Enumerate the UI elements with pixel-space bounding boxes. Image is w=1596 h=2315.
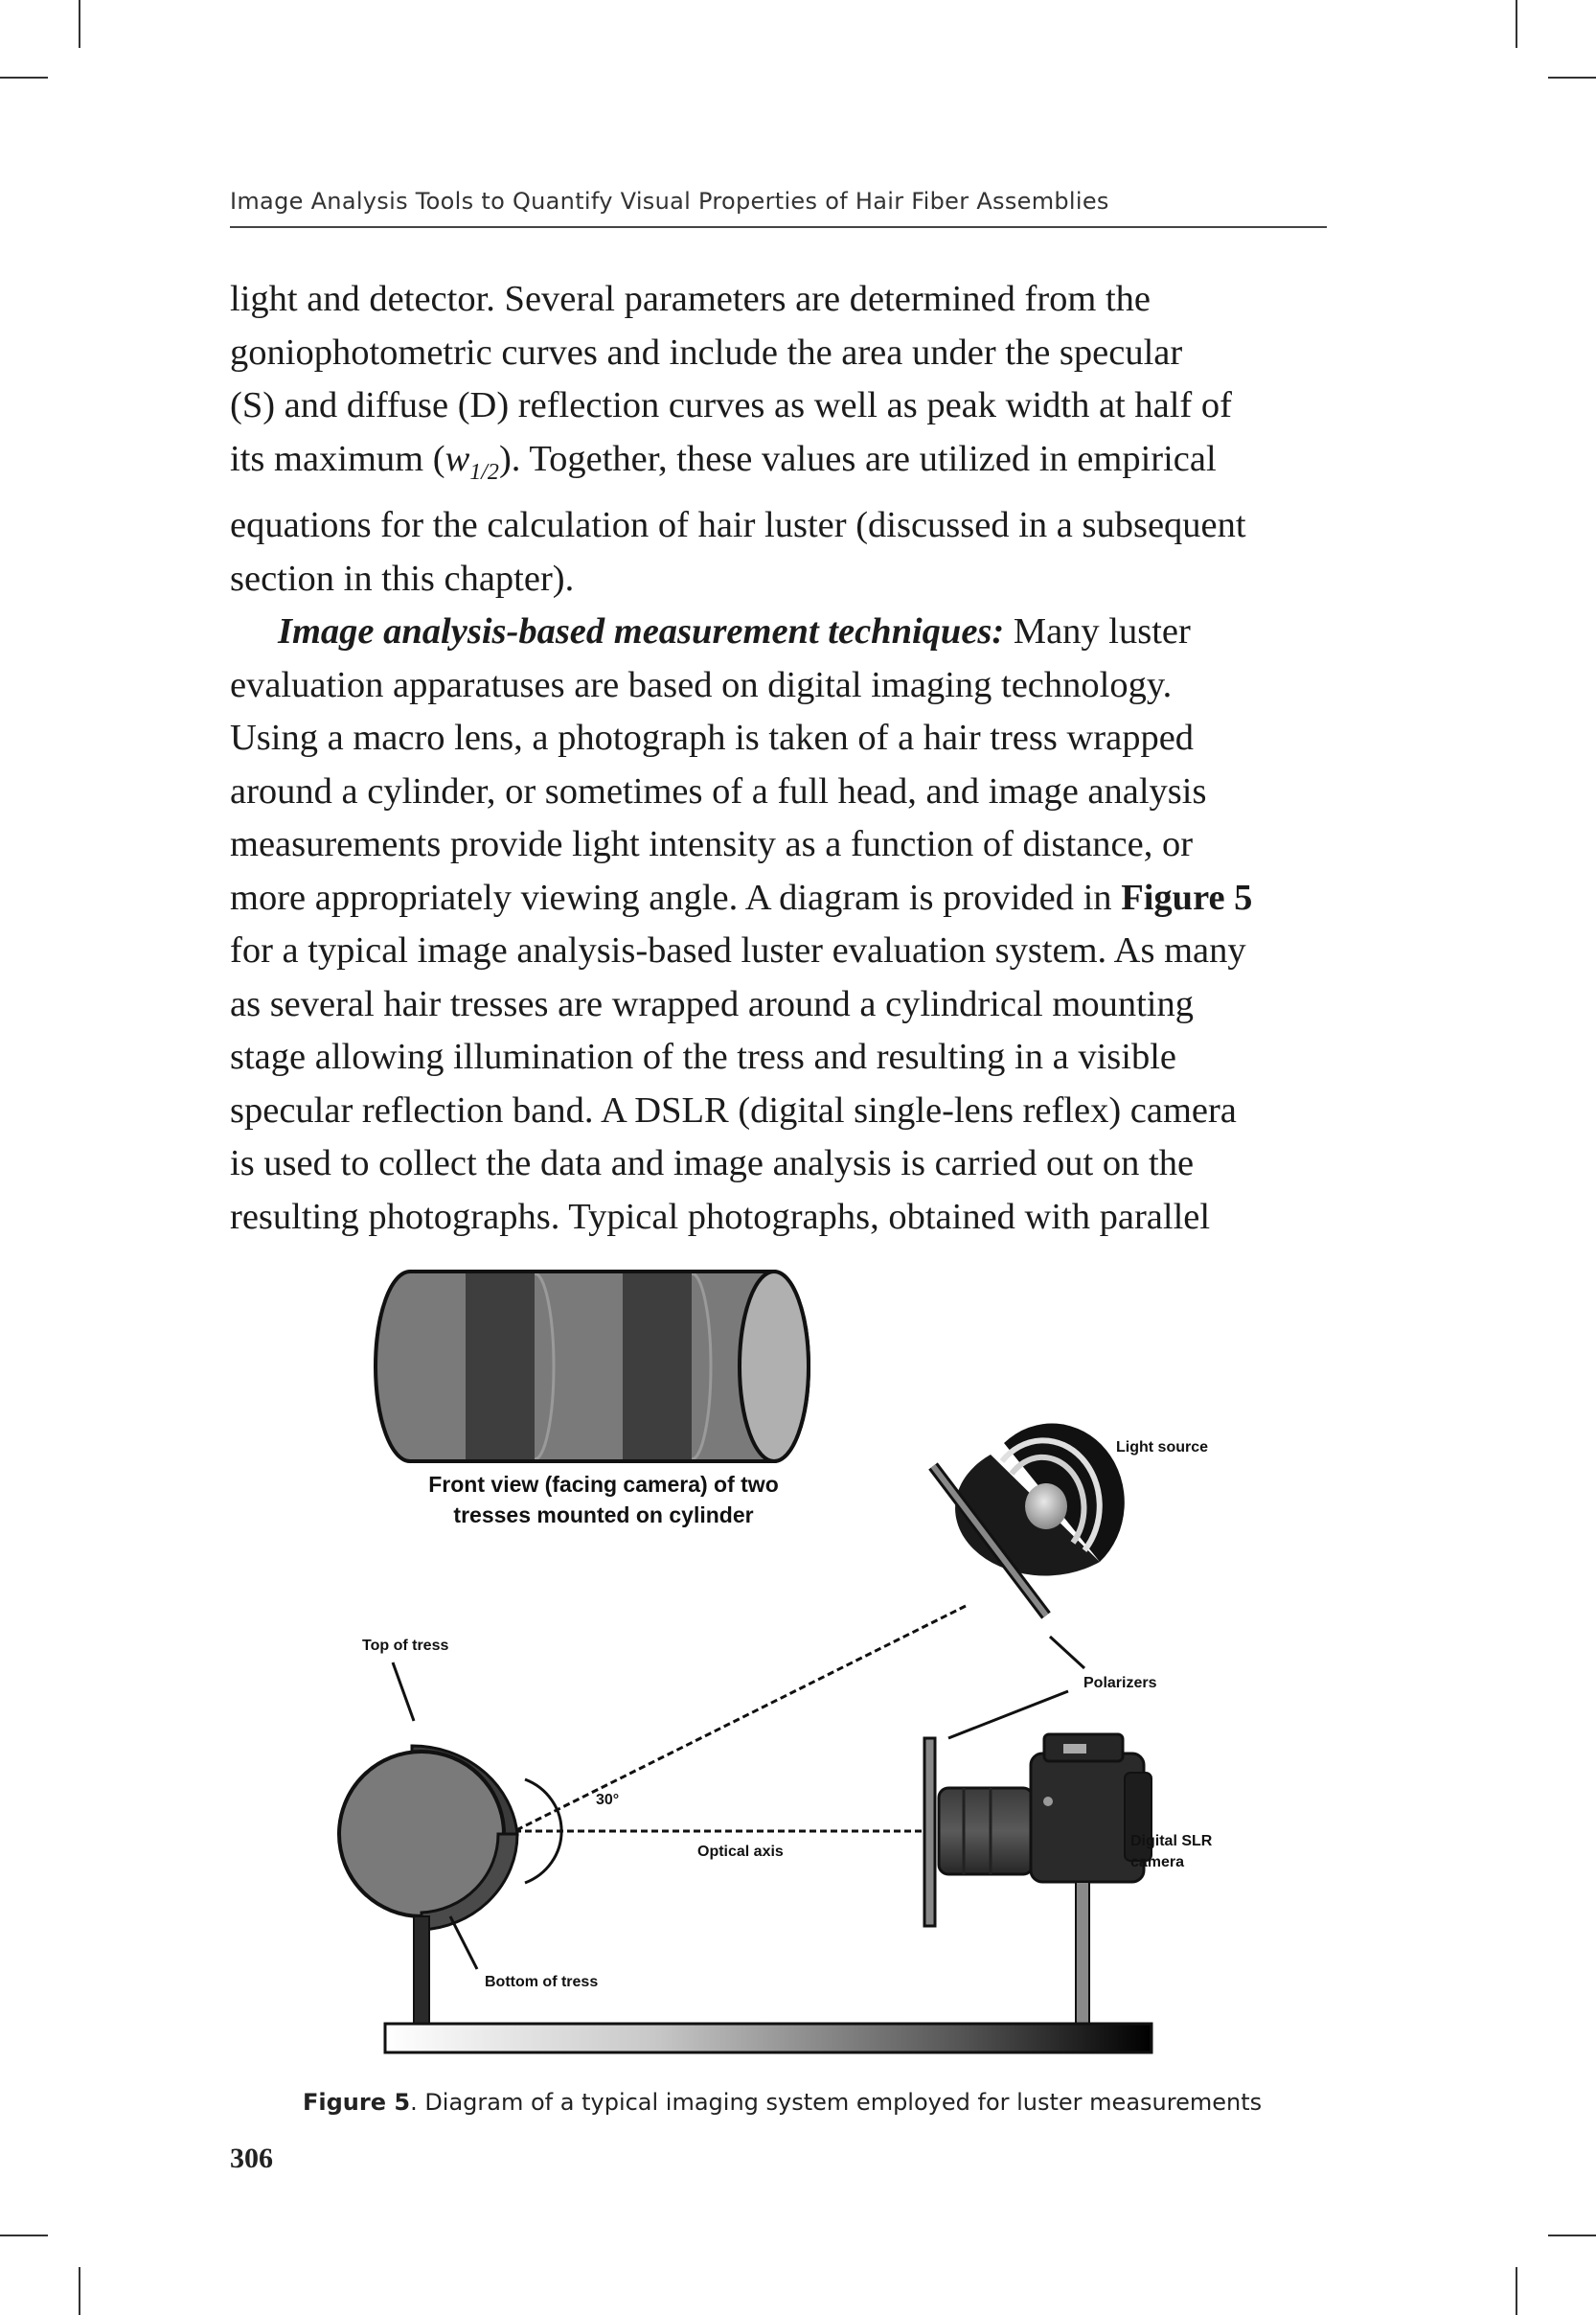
- text-line: is used to collect the data and image analysis is carried out on the: [230, 1143, 1195, 1183]
- text-line: stage allowing illumination of the tress and resulting in a visible: [230, 1037, 1176, 1077]
- polarizers-pointer: [948, 1691, 1068, 1738]
- bottom-of-tress-label: Bottom of tress: [485, 1974, 599, 1990]
- paragraph-lead: Image analysis-based measurement techniques:: [278, 611, 1005, 652]
- front-view-label: Front view (facing camera) of two: [428, 1472, 779, 1497]
- text-line: goniophotometric curves and include the area under the specular: [230, 332, 1183, 373]
- text-line: [230, 606, 1332, 659]
- base-platform: [385, 2024, 1151, 2052]
- text-fragment: Many luster: [1004, 611, 1191, 652]
- crop-mark: [79, 2267, 80, 2315]
- body-text: [230, 273, 1332, 1244]
- sample-cylinder: [339, 1746, 517, 1930]
- caption-text: . Diagram of a typical imaging system employed for luster measurements: [410, 2089, 1263, 2116]
- top-of-tress-label: Top of tress: [362, 1638, 449, 1654]
- paragraph-2: [230, 606, 1332, 1244]
- crop-mark: [1548, 77, 1596, 79]
- crop-mark: [1548, 2235, 1596, 2236]
- optical-axis-label: Optical axis: [697, 1844, 784, 1860]
- camera-stand: [1076, 1882, 1089, 2024]
- text-line: (S) and diffuse (D) reflection curves as well as peak width at half of: [230, 385, 1232, 425]
- caption-label: Figure 5: [303, 2089, 411, 2116]
- angle-label: 30°: [596, 1792, 620, 1808]
- camera-icon: [939, 1734, 1151, 1882]
- polarizers-label: Polarizers: [1083, 1675, 1157, 1691]
- crop-mark: [79, 0, 80, 48]
- light-source-icon: [955, 1424, 1125, 1576]
- text-line: Using a macro lens, a photograph is taken of a hair tress wrapped: [230, 718, 1195, 758]
- text-line: resulting photographs. Typical photographs, obtained with parallel: [230, 1196, 1211, 1237]
- front-view-label: tresses mounted on cylinder: [453, 1502, 754, 1527]
- math-variable: w: [445, 438, 470, 479]
- cylinder-front-view: [376, 1272, 809, 1461]
- camera-label: camera: [1130, 1854, 1185, 1870]
- figure-reference: Figure 5: [1121, 877, 1253, 918]
- page-number: 306: [230, 2143, 273, 2174]
- text-line: light and detector. Several parameters are determined from the: [230, 279, 1151, 319]
- text-fragment: its maximum (: [230, 438, 445, 479]
- text-line: specular reflection band. A DSLR (digital single-lens reflex) camera: [230, 1089, 1237, 1131]
- running-header: Image Analysis Tools to Quantify Visual Properties of Hair Fiber Assemblies: [230, 188, 1109, 215]
- figure-5-diagram: [326, 1255, 1265, 2079]
- math-subscript: 1/2: [469, 459, 499, 485]
- polarizers-pointer: [1050, 1637, 1084, 1668]
- text-line: [230, 433, 1332, 500]
- text-line: [230, 872, 1332, 926]
- text-line: section in this chapter).: [230, 558, 575, 599]
- crop-mark: [1516, 0, 1517, 48]
- text-line: evaluation apparatuses are based on digital imaging technology.: [230, 664, 1173, 705]
- crop-mark: [0, 77, 48, 79]
- text-fragment: ). Together, these values are utilized in empirical: [498, 438, 1217, 479]
- sample-stand: [414, 1916, 429, 2024]
- bottom-of-tress-pointer: [450, 1916, 477, 1969]
- text-line: as several hair tresses are wrapped around a cylindrical mounting: [230, 983, 1194, 1024]
- light-source-label: Light source: [1116, 1439, 1209, 1455]
- crop-mark: [1516, 2267, 1517, 2315]
- text-line: equations for the calculation of hair luster (discussed in a subsequent: [230, 505, 1246, 545]
- header-rule: [230, 226, 1327, 228]
- text-line: measurements provide light intensity as a function of distance, or: [230, 824, 1194, 864]
- crop-mark: [0, 2235, 48, 2236]
- incident-beam-line: [514, 1606, 966, 1831]
- top-of-tress-pointer: [393, 1662, 414, 1721]
- text-line: around a cylinder, or sometimes of a full head, and image analysis: [230, 770, 1207, 812]
- figure-caption: [303, 2089, 1309, 2116]
- camera-label: Digital SLR: [1130, 1833, 1213, 1849]
- text-line: for a typical image analysis-based luster evaluation system. As many: [230, 930, 1246, 971]
- polarizer-camera: [924, 1738, 935, 1926]
- text-fragment: more appropriately viewing angle. A diagram is provided in: [230, 877, 1122, 918]
- paragraph-1: [230, 273, 1332, 606]
